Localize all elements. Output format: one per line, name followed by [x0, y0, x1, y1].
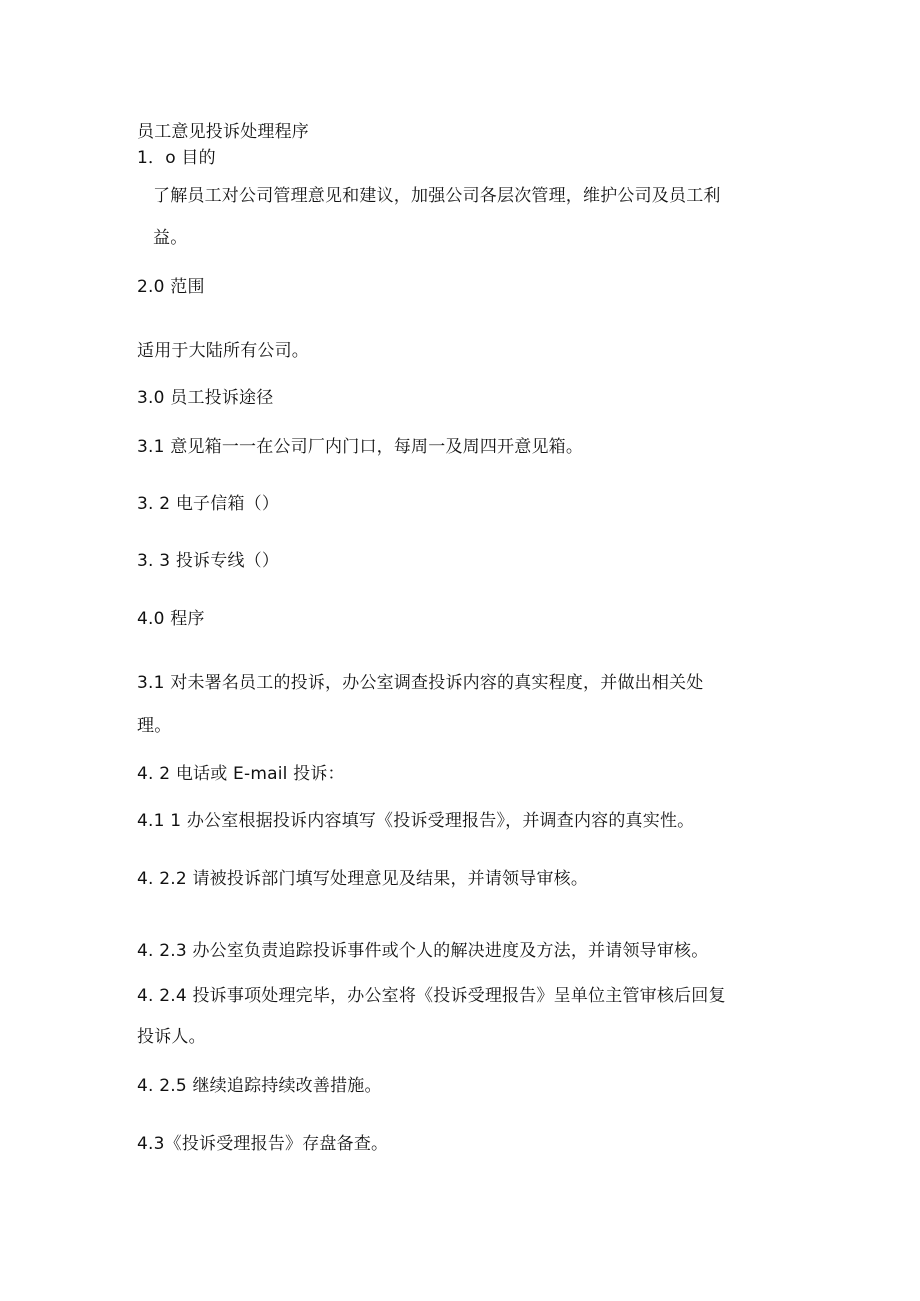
section-4-2-3: 4. 2.3 办公室负责追踪投诉事件或个人的解决进度及方法，并请领导审核。 [137, 941, 709, 961]
section-2-heading: 2.0 范围 [137, 277, 205, 297]
section-3-heading: 3.0 员工投诉途径 [137, 388, 274, 408]
section-4-2-4-line-1: 4. 2.4 投诉事项处理完毕，办公室将《投诉受理报告》呈单位主管审核后回复 [137, 986, 726, 1006]
section-4-heading: 4.0 程序 [137, 609, 205, 629]
section-4-item-2: 4. 2 电话或 E-mail 投诉： [137, 764, 345, 784]
section-4-item-1-line-1: 3.1 对未署名员工的投诉，办公室调查投诉内容的真实程度，并做出相关处 [137, 673, 704, 693]
section-4-item-1-line-2: 理。 [137, 716, 172, 736]
section-3-item-1: 3.1 意见箱一一在公司厂内门口，每周一及周四开意见箱。 [137, 437, 584, 457]
section-1-text-line-1: 了解员工对公司管理意见和建议，加强公司各层次管理，维护公司及员工利 [153, 186, 721, 206]
section-4-2-2: 4. 2.2 请被投诉部门填写处理意见及结果，并请领导审核。 [137, 869, 589, 889]
section-4-2-4-line-2: 投诉人。 [137, 1027, 206, 1047]
section-1-heading: 1．o 目的 [137, 148, 216, 168]
section-4-2-1: 4.1 1 办公室根据投诉内容填写《投诉受理报告》，并调查内容的真实性。 [137, 811, 695, 831]
section-2-text: 适用于大陆所有公司。 [137, 341, 309, 361]
section-1-text-line-2: 益。 [153, 228, 188, 248]
section-3-item-3: 3. 3 投诉专线（） [137, 551, 280, 571]
document-title: 员工意见投诉处理程序 [137, 122, 309, 142]
section-4-3: 4.3《投诉受理报告》存盘备查。 [137, 1134, 389, 1154]
section-3-item-2: 3. 2 电子信箱（） [137, 494, 280, 514]
section-4-2-5: 4. 2.5 继续追踪持续改善措施。 [137, 1076, 382, 1096]
